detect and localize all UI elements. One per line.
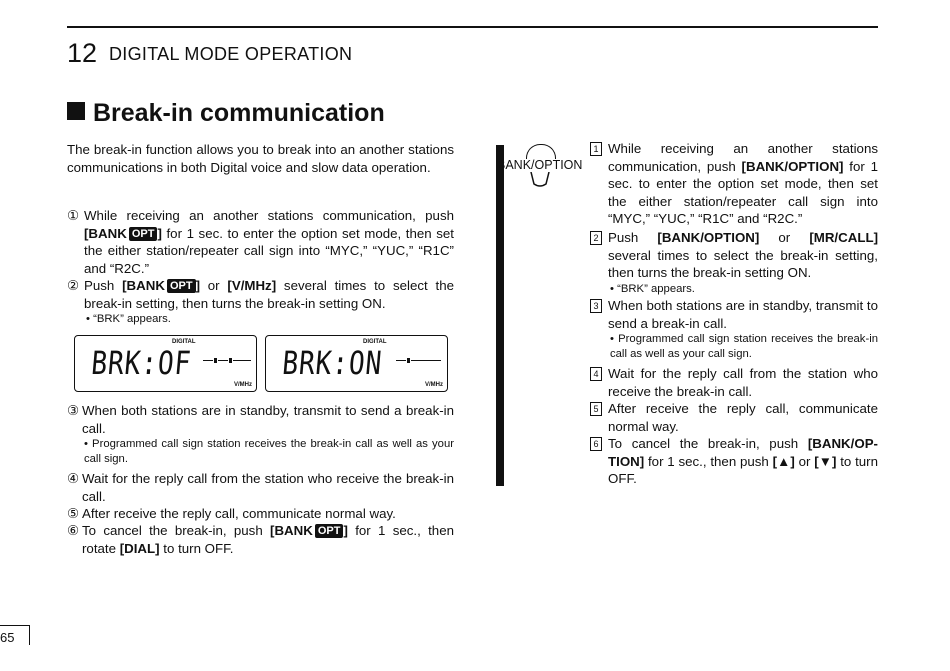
- step-text: for 1 sec. to enter the option set mode, then set the either station/repeater call sign into “MYC,” “YUC,” “R1C” and “R2C.”: [608, 158, 878, 226]
- step-text: To cancel the break-in, push: [82, 523, 271, 538]
- step-text: After receive the reply call, communicate normal way.: [608, 401, 878, 434]
- left-step-4: [67, 470, 454, 505]
- step-text: or: [794, 453, 815, 469]
- bank-option-key: [BANK/OPTION]: [741, 158, 844, 174]
- page-rule-vertical: [29, 625, 30, 645]
- step-text: or: [200, 278, 228, 293]
- lcd-segment-text: BRK:OF: [89, 344, 193, 382]
- vmhz-key: [V/MHz]: [227, 278, 277, 293]
- key-bracket: ]: [195, 278, 200, 293]
- bank-option-key: [BANK/OPTION]: [657, 230, 760, 245]
- left-step-6: [67, 522, 454, 557]
- step-note: • “BRK” appears.: [86, 313, 171, 325]
- step-text: To cancel the break-in, push: [608, 436, 808, 451]
- right-step-3: [590, 297, 878, 362]
- step-text: or: [759, 230, 810, 245]
- digital-indicator: DIGITAL: [172, 339, 196, 345]
- step-number-box: 3: [590, 299, 602, 313]
- sidebar-bar: [496, 145, 504, 486]
- step-number: ⑤: [67, 506, 79, 521]
- step-number: ④: [67, 471, 79, 486]
- lcd-display-off: [74, 335, 257, 392]
- step-text: to turn OFF.: [159, 540, 234, 556]
- key-outline-top: [526, 144, 556, 159]
- bank-option-key: [BANK/OP-TION]: [608, 436, 878, 469]
- key-bracket: ]: [157, 225, 162, 241]
- chapter-number: 12: [67, 38, 98, 68]
- mr-call-key: [MR/CALL]: [809, 230, 878, 245]
- page-number: 65: [0, 630, 15, 645]
- dial-key: [DIAL]: [119, 540, 160, 556]
- down-key: [▼]: [814, 453, 837, 469]
- right-step-1: [590, 140, 878, 228]
- step-text: Push: [84, 278, 123, 293]
- step-text: While receiving an another stations communication, push: [608, 141, 878, 174]
- step-note: • Programmed call sign station receives the break-in call as well as your call sign.: [610, 333, 878, 360]
- left-step-3: [67, 402, 454, 467]
- step-text: for 1 sec. to enter the option set mode, then set the either station/repeater call sign into “MYC,” “YUC,” “R1C” and “R2C.”: [84, 225, 454, 276]
- step-text: several times to select the break-in setting, then turns the break-in setting ON.: [84, 278, 454, 311]
- step-number: ②: [67, 278, 79, 293]
- digital-indicator: DIGITAL: [363, 339, 387, 345]
- bank-key: [BANK: [270, 523, 313, 538]
- vmhz-indicator: V/MHz: [234, 382, 252, 388]
- step-note: • “BRK” appears.: [610, 282, 695, 295]
- step-text: to turn OFF.: [608, 453, 878, 486]
- step-text: for 1 sec., then rotate: [82, 523, 454, 556]
- bank-key: [BANK: [122, 278, 165, 293]
- key-bracket: ]: [343, 523, 348, 538]
- step-number-box: 4: [590, 367, 602, 381]
- bank-option-key-label: BANK/OPTION: [497, 158, 583, 172]
- opt-badge: OPT: [167, 279, 196, 293]
- opt-badge: OPT: [315, 524, 344, 538]
- step-number-box: 5: [590, 402, 602, 416]
- section-title: [67, 99, 385, 128]
- step-text: for 1 sec., then push: [644, 453, 773, 469]
- up-key: [▲]: [772, 453, 795, 469]
- page-rule: [0, 625, 29, 626]
- step-text: several times to select the break-in setting, then turns the break-in setting ON.: [608, 247, 878, 280]
- step-text: After receive the reply call, communicate normal way.: [82, 506, 396, 521]
- step-number-box: 1: [590, 142, 602, 156]
- step-text: While receiving an another stations communication, push: [84, 208, 454, 223]
- step-number-box: 6: [590, 437, 602, 451]
- left-step-5: [67, 505, 454, 523]
- right-step-5: [590, 400, 878, 435]
- step-text: When both stations are in standby, transmit to send a break-in call.: [82, 403, 454, 436]
- step-text: When both stations are in standby, transmit to send a break-in call.: [608, 298, 878, 331]
- step-number: ①: [67, 208, 79, 223]
- header-rule: [67, 26, 878, 28]
- square-bullet-icon: [67, 102, 85, 120]
- step-text: Push: [608, 230, 658, 245]
- step-number: ⑥: [67, 523, 79, 538]
- right-step-6: [590, 435, 878, 488]
- left-step-1: [67, 207, 454, 277]
- intro-paragraph: The break-in function allows you to break into an another stations communications in both Digital voice and slow data operation.: [67, 142, 454, 175]
- left-step-2: [67, 277, 454, 327]
- right-step-4: [590, 365, 878, 400]
- step-note: • Programmed call sign station receives the break-in call as well as your call sign.: [84, 438, 454, 465]
- bank-key: [BANK: [84, 225, 127, 241]
- step-text: Wait for the reply call from the station who receive the break-in call.: [82, 471, 454, 504]
- key-outline-bottom-icon: [530, 172, 550, 188]
- section-title-text: Break-in communication: [93, 99, 385, 127]
- right-step-2: [590, 229, 878, 297]
- opt-badge: OPT: [129, 227, 158, 241]
- step-number: ③: [67, 403, 79, 418]
- lcd-segment-text: BRK:ON: [280, 344, 384, 382]
- step-number-box: 2: [590, 231, 602, 245]
- chapter-title: DIGITAL MODE OPERATION: [109, 44, 353, 64]
- step-text: Wait for the reply call from the station who receive the break-in call.: [608, 366, 878, 399]
- lcd-display-on: [265, 335, 448, 392]
- vmhz-indicator: V/MHz: [425, 382, 443, 388]
